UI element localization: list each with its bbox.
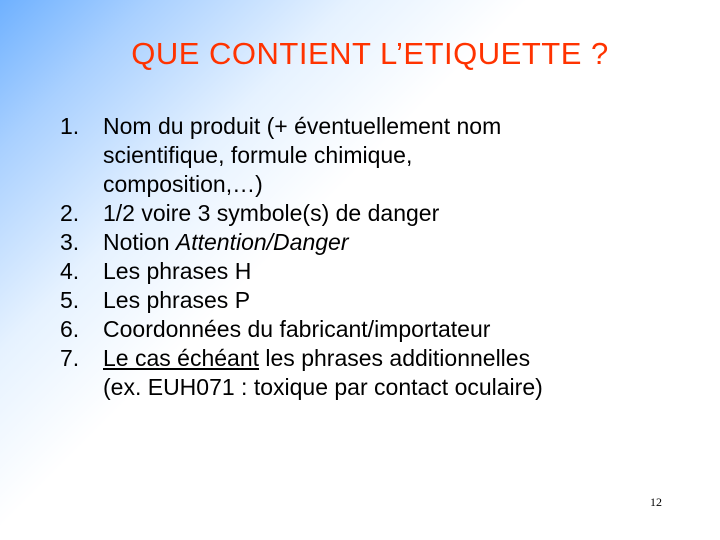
list-item-text: 1/2 voire 3 symbole(s) de danger (103, 200, 440, 226)
list-item-line: (ex. EUH071 : toxique par contact oculaire) (103, 374, 543, 400)
list-item-number: 6. (60, 316, 80, 342)
list-item-text (103, 112, 680, 199)
list-item-line: scientifique, formule chimique, (103, 142, 413, 168)
list-item-number: 1. (60, 113, 80, 139)
list-item-number: 7. (60, 345, 80, 371)
page-number: 12 (650, 495, 662, 509)
list-item (60, 344, 680, 402)
list-item-number: 3. (60, 229, 80, 255)
list-item-number: 5. (60, 287, 80, 313)
list-item (60, 199, 680, 228)
list-item-prefix: Notion (103, 229, 176, 255)
list-item (60, 228, 680, 257)
list-item-line: Nom du produit (+ éventuellement nom (103, 113, 502, 139)
slide-title: QUE CONTIENT L’ETIQUETTE ? (131, 36, 609, 71)
list-item-text: Les phrases H (103, 258, 252, 284)
list-item-underlined-text: Le cas échéant (103, 345, 260, 371)
list-item (60, 257, 680, 286)
list-item-text: Coordonnées du fabricant/importateur (103, 316, 491, 342)
list-item-rest: les phrases additionnelles (259, 345, 531, 371)
list-item (60, 315, 680, 344)
list-item-text (103, 228, 680, 257)
list-item-line: composition,…) (103, 171, 263, 197)
list-item (60, 286, 680, 315)
list-item-number: 4. (60, 258, 80, 284)
numbered-list (60, 112, 680, 402)
list-item-text (103, 344, 680, 402)
list-item-number: 2. (60, 200, 80, 226)
list-item (60, 112, 680, 199)
list-item-text: Les phrases P (103, 287, 251, 313)
list-item-italic-text: Attention/Danger (175, 229, 349, 255)
